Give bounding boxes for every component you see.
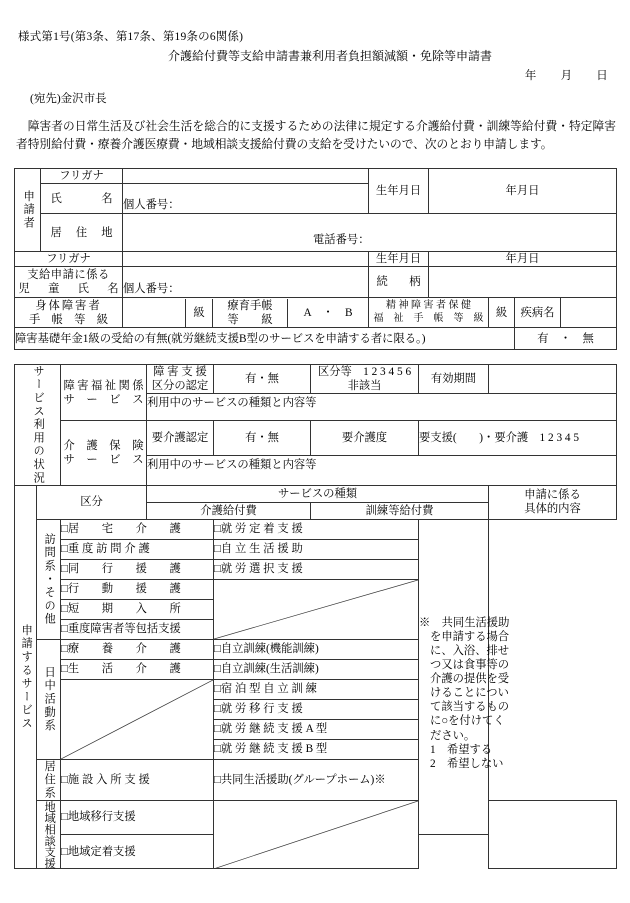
note-line: けることについ <box>430 687 509 700</box>
form-number: 様式第1号(第3条、第17条、第19条の6関係) <box>18 31 244 43</box>
note-line: に、入浴、排せ <box>430 644 510 657</box>
care-level-value[interactable]: 要支援( )・要介護 1 2 3 4 5 <box>419 421 617 455</box>
apply-service-side-label: 申請するサービス <box>15 485 37 869</box>
group-label-regional: 地域相談支援 <box>37 800 61 869</box>
date-year-label: 年 <box>524 70 537 82</box>
service-checkbox-row[interactable]: □行 動 援 護 <box>61 579 214 599</box>
note-line: 介護の提供を受 <box>430 673 510 686</box>
ryouiku-handbook-label: 療育手帳 等 級 <box>213 299 288 327</box>
applicant-side-label: 申請者 <box>15 169 41 252</box>
name-input[interactable] <box>123 184 369 214</box>
pension-question-label: 障害基礎年金1級の受給の有無(就労継続支援B型のサービスを申請する者に限る。) <box>15 328 515 350</box>
child-name-input[interactable] <box>123 267 369 298</box>
service-checkbox-row[interactable]: □居 宅 介 護 <box>61 519 214 539</box>
care-level-label: 要介護度 <box>311 421 419 455</box>
valid-period-input[interactable] <box>489 365 617 394</box>
service-checkbox-row[interactable]: □重 度 訪 問 介 護 <box>61 539 214 559</box>
child-furigana-label: フリガナ <box>15 252 123 267</box>
applicant-table <box>14 168 617 350</box>
service-checkbox-row[interactable]: □自立訓練(機能訓練) <box>214 639 419 659</box>
regional-specific-content[interactable] <box>489 800 617 869</box>
address-input[interactable] <box>123 214 617 252</box>
physical-grade-unit: 級 <box>186 299 213 327</box>
empty-diagonal-cell <box>214 800 419 869</box>
physical-handbook-label: 身体障害者 手 帳 等 級 <box>15 298 123 328</box>
service-checkbox-row[interactable]: □療 養 介 護 <box>61 639 214 659</box>
mental-handbook-label: 精 神 障 害 者 保 健 福 祉 手 帳 等 級 <box>369 298 489 328</box>
group-label-residence: 居住系 <box>37 759 61 800</box>
service-checkbox-row[interactable]: □共同生活援助(グループホーム)※ <box>214 759 419 800</box>
note-line: を申請する場合 <box>430 630 510 643</box>
physical-grade-input[interactable] <box>123 299 186 327</box>
kaigo-benefit-header: 介護給付費 <box>147 502 311 519</box>
note-line: て該当するもの <box>430 701 510 714</box>
service-checkbox-row[interactable]: □同 行 援 護 <box>61 559 214 579</box>
service-checkbox-row[interactable]: □生 活 介 護 <box>61 659 214 679</box>
intro-paragraph <box>16 118 616 154</box>
child-furigana-input[interactable] <box>123 252 369 267</box>
service-checkbox-row[interactable]: □重度障害者等包括支援 <box>61 619 214 639</box>
service-checkbox-row[interactable]: □地域定着支援 <box>61 835 214 869</box>
note-line: つ又は食事等の <box>430 659 510 672</box>
date-day-label: 日 <box>596 70 608 82</box>
empty-diagonal-cell <box>214 579 419 639</box>
birthdate-label: 生年月日 <box>369 169 429 214</box>
group-label-daytime: 日中活動系 <box>37 639 61 759</box>
welfare-in-use-input[interactable]: 利用中のサービスの種類と内容等 <box>147 394 617 421</box>
groupe-home-note <box>419 519 510 834</box>
mental-grade-unit: 級 <box>489 298 515 328</box>
service-checkbox-row[interactable]: □自立訓練(生活訓練) <box>214 659 419 679</box>
support-category-cert-label: 障 害 支 援 区分の認定 <box>147 365 214 394</box>
child-name-label: 支給申請に係る 児 童 氏 名 <box>15 267 123 298</box>
relation-input[interactable] <box>429 267 617 298</box>
disease-input[interactable] <box>561 298 617 328</box>
page-title: 介護給付費等支給申請書兼利用者負担額減額・免除等申請書 <box>167 49 492 63</box>
child-birthdate-label: 生年月日 <box>369 252 429 267</box>
addressee: (宛先)金沢市長 <box>30 93 107 105</box>
training-benefit-header: 訓練等給付費 <box>311 502 489 519</box>
service-checkbox-row[interactable]: □短 期 入 所 <box>61 599 214 619</box>
valid-period-label: 有効期間 <box>419 365 489 394</box>
address-label: 居 住 地 <box>41 214 123 252</box>
care-cert-label: 要介護認定 <box>147 421 214 455</box>
disease-label: 疾病名 <box>515 298 561 328</box>
furigana-label: フリガナ <box>41 169 123 184</box>
service-checkbox-row[interactable]: □宿 泊 型 自 立 訓 練 <box>214 679 419 699</box>
furigana-input[interactable] <box>123 169 369 184</box>
submission-date <box>525 67 608 83</box>
support-category-yes-no[interactable]: 有・無 <box>214 365 311 394</box>
service-checkbox-row[interactable]: □就 労 移 行 支 援 <box>214 699 419 719</box>
service-checkbox-row[interactable]: □就 労 継 続 支 援 A 型 <box>214 719 419 739</box>
note-line: に○を付けてく <box>430 715 505 728</box>
name-label: 氏 名 <box>41 184 123 214</box>
date-month-label: 月 <box>560 70 573 82</box>
usage-status-side-label: サービス利用の状況 <box>15 365 61 486</box>
service-checkbox-row[interactable]: □就 労 選 択 支 援 <box>214 559 419 579</box>
service-checkbox-row[interactable]: □地域移行支援 <box>61 800 214 834</box>
support-category-number[interactable]: 区分等 1 2 3 4 5 6 非該当 <box>311 365 419 394</box>
specific-content-header: 申請に係る 具体的内容 <box>489 485 617 519</box>
intro-text: 障害者の日常生活及び社会生活を総合的に支援するための法律に規定する介護給付費・訓練等給付費・特定障害者特別給付費・療養介護医療費・地域相談支援給付費の支給を受けたいので、次のとおり申請します。 <box>16 120 616 152</box>
phone-label: 電話番号： <box>313 233 370 246</box>
my-number-label: 個人番号： <box>123 199 180 212</box>
service-application-table <box>14 364 617 869</box>
birthdate-input[interactable]: 年月日 <box>429 169 617 214</box>
care-insurance-service-label: 介 護 保 険 サ ー ビ ス <box>61 421 147 485</box>
service-kind-header: サービスの種類 <box>147 485 489 502</box>
note-line: ※ 共同生活援助 <box>419 616 510 629</box>
note-option-2[interactable]: 2 希望しない <box>430 757 504 770</box>
welfare-service-label: 障 害 福 祉 関 係 サ ー ビ ス <box>61 365 147 421</box>
ryouiku-grade-value[interactable]: A ・ B <box>303 306 353 319</box>
group-label-visit: 訪問系・その他 <box>37 519 61 639</box>
child-my-number-label: 個人番号： <box>123 283 180 296</box>
note-line: ださい。 <box>430 729 476 742</box>
note-option-1[interactable]: 1 希望する <box>430 743 493 756</box>
service-checkbox-row[interactable]: □施 設 入 所 支 援 <box>61 759 214 800</box>
service-checkbox-row[interactable]: □自 立 生 活 援 助 <box>214 539 419 559</box>
care-in-use-input[interactable]: 利用中のサービスの種類と内容等 <box>147 455 617 485</box>
relation-label: 続 柄 <box>369 267 429 298</box>
child-birthdate-input[interactable]: 年月日 <box>429 252 617 267</box>
empty-diagonal-cell <box>61 679 214 759</box>
division-label: 区分 <box>37 485 147 519</box>
physical-handbook-group <box>123 298 369 328</box>
pension-yes-no[interactable]: 有 ・ 無 <box>515 328 617 350</box>
care-cert-yes-no[interactable]: 有・無 <box>214 421 311 455</box>
service-checkbox-row[interactable]: □就 労 定 着 支 援 <box>214 519 419 539</box>
service-checkbox-row[interactable]: □就 労 継 続 支 援 B 型 <box>214 739 419 759</box>
